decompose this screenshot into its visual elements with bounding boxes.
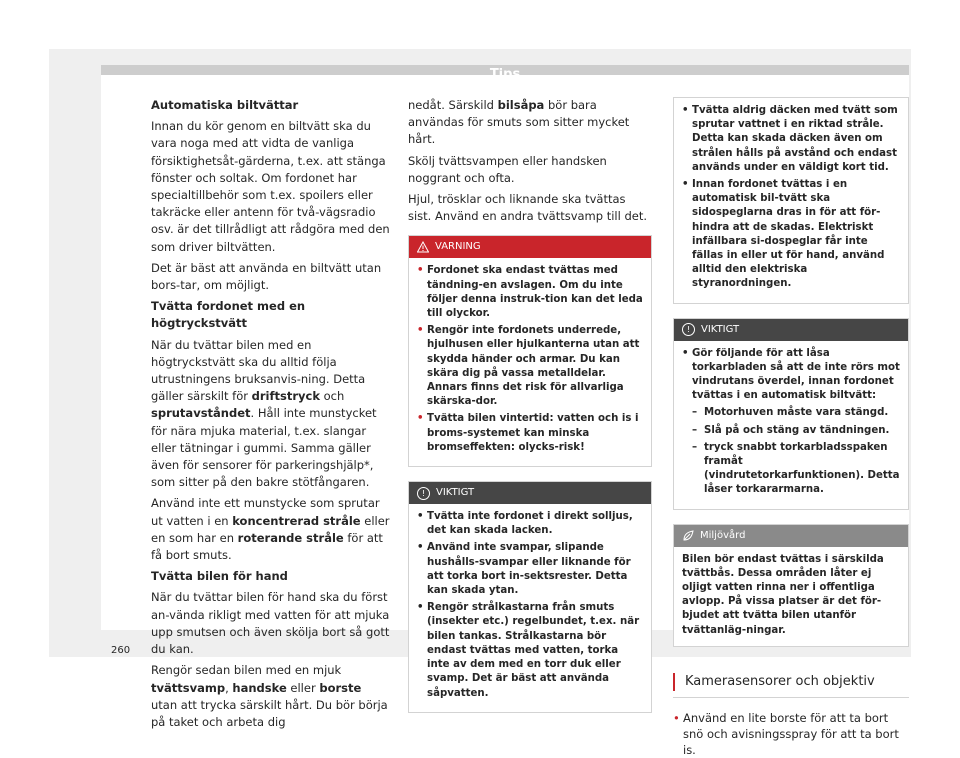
text-segment: nedåt. Särskild [408, 98, 498, 112]
warning-item: • Fordonet ska endast tvättas med tändning-en avslagen. Om du inte följer denna instruk-tion kan det leda till olyckor. [417, 264, 643, 321]
bold-term: tvättsvamp [151, 680, 226, 695]
viktigt-step: – Slå på och stäng av tändningen. [682, 424, 900, 438]
environment-label: Miljövård [700, 529, 746, 541]
warning-item: • Rengör inte fordonets underrede, hjulhusen eller hjulkanterna utan att skydda händer och armar. Du kan skära dig på vassa metalldelar. Annars finns det risk för allvarliga skärska-dor. [417, 324, 643, 409]
text-segment: bör bara användas för smuts som sitter mycket hårt. [408, 98, 630, 147]
text-segment: eller [286, 680, 320, 695]
warning-body [409, 258, 651, 466]
viktigt-item: • Tvätta inte fordonet i direkt solljus, det kan skada lacken. [417, 510, 643, 538]
text-segment: När du tvättar bilen med en högtryckstvätt ska du alltid följa utrustningens bruksanvis-ning. Detta gäller särskilt för [151, 337, 366, 404]
column-middle [408, 97, 652, 713]
text-segment: Rengör sedan bilen med en mjuk [151, 663, 342, 678]
viktigt-label: VIKTIGT [436, 487, 475, 499]
viktigt-step: – Motorhuven måste vara stängd. [682, 406, 900, 420]
text-segment: för att få bort smuts. [151, 530, 383, 563]
viktigt-body [674, 341, 908, 509]
column-left [151, 97, 391, 735]
text-segment: Använd inte ett munstycke som sprutar ut vatten i en [151, 496, 380, 528]
camera-item: • Använd en lite borste för att ta bort snö och avisningsspray för att ta bort is. [673, 710, 909, 758]
section-title-camera: Kamerasensorer och objektiv [673, 673, 909, 691]
warning-box [408, 235, 652, 467]
heading-pressure-washer: Tvätta fordonet med en högtryckstvätt [151, 299, 306, 331]
viktigt-header [674, 319, 908, 341]
bold-term: sprutavståndet [151, 406, 251, 421]
text-segment: eller en som har en [151, 513, 390, 545]
column-right [673, 97, 909, 758]
viktigt-box-middle [408, 481, 652, 713]
paragraph-rinse: Skölj tvättsvampen eller handsken noggrant och ofta. [408, 153, 607, 185]
viktigt-item: • Använd inte svampar, slipande hushålls-svampar eller liknande för att torka bort in-sektsrester. Detta kan skada ytan. [417, 541, 643, 598]
bold-term: koncentrerad stråle [232, 513, 361, 528]
continued-body [674, 98, 908, 303]
continued-item: • Tvätta aldrig däcken med tvätt som sprutar vattnet i en riktad stråle. Detta kan skada däcken även om strålen hålls på avstånd och endast används under en väldigt kort tid. [682, 104, 900, 175]
paragraph-clean-soft [151, 662, 391, 731]
text-segment: utan att trycka särskilt hårt. Du bör börja på taket och arbeta dig [151, 697, 388, 729]
environment-text: Bilen bör endast tvättas i särskilda tvättbås. Dessa områden låter ej oljigt vatten rinna ner i offentliga avlopp. På vissa platser är det för-bjudet att tvätta bilen utanför tvättanläg-ningar. [682, 553, 884, 636]
warning-header [409, 236, 651, 258]
paragraph-soap [408, 97, 652, 149]
bold-term: driftstryck [251, 389, 320, 404]
info-circle-icon: ! [417, 487, 430, 500]
info-circle-icon: ! [682, 323, 695, 336]
viktigt-header [409, 482, 651, 504]
bold-term: handske [232, 680, 287, 695]
viktigt-body [409, 504, 651, 712]
warning-item: • Tvätta bilen vintertid: vatten och is i broms-systemet kan minska bromseffekten: olycks-risk! [417, 412, 643, 455]
continued-box [673, 97, 909, 304]
paragraph-nozzle [151, 495, 391, 564]
warning-triangle-icon [417, 241, 429, 253]
page-frame [49, 49, 911, 757]
bold-term: bilsåpa [497, 98, 545, 112]
text-segment: , [225, 680, 233, 695]
paragraph-wheels: Hjul, trösklar och liknande ska tvättas sist. Använd en andra tvättsvamp till det. [408, 192, 648, 224]
environment-box [673, 524, 909, 647]
viktigt-label: VIKTIGT [701, 323, 740, 335]
paragraph-automatic-carwash: Innan du kör genom en biltvätt ska du vara noga med att vidta de vanliga försiktighetsåt-gärderna, t.ex. att stänga fönster och soltak. Om fordonet har specialtillbehör som t.ex. spoilers eller takräcke eller antenn för två-vägsradio osv. är det tillrådligt att rådgöra med den som driver biltvätten. [151, 119, 390, 254]
heading-hand-wash: Tvätta bilen för hand [151, 569, 288, 584]
warning-label: VARNING [435, 241, 481, 253]
viktigt-item: • Rengör strålkastarna från smuts (insekter etc.) regelbundet, t.ex. när bilen tankas. Strålkastarna bör endast tvättas med vatten, torka inte av dem med en torr duk eller svamp. Det är bäst att använda såpvatten. [417, 601, 643, 700]
bold-term: borste [319, 680, 362, 695]
viktigt-step: – tryck snabbt torkarbladsspaken framåt (vindrutetorkarfunktionen). Detta låser torkararmarna. [682, 441, 900, 498]
text-segment: . Håll inte munstycket för nära mjuka material, t.ex. slangar eller tätningar i gummi. Samma gäller även för sensorer för parkeringshjälp*, som sitter på den bakre stötfångaren. [151, 406, 377, 490]
viktigt-box-right [673, 318, 909, 510]
heading-automatic-carwash: Automatiska biltvättar [151, 98, 299, 112]
continued-item: • Innan fordonet tvättas i en automatisk bil-tvätt ska sidospeglarna dras in för att för-hindra att de skadas. Elektriskt infällbara si-dospeglar får inte fällas in eller ut för hand, använd alltid den elektriska styranordningen. [682, 178, 900, 292]
bold-term: roterande stråle [237, 530, 344, 545]
paragraph-no-brushes: Det är bäst att använda en biltvätt utan bors-tar, om möjligt. [151, 260, 382, 293]
paragraph-pressure-washer [151, 337, 391, 492]
page-content [101, 75, 909, 757]
section-divider [673, 697, 909, 698]
leaf-icon [682, 530, 694, 542]
paragraph-hand-wash: När du tvättar bilen för hand ska du först an-vända rikligt med vatten för att mjuka upp smutsen och även skölja bort så gott du kan. [151, 590, 390, 657]
page-number: 260 [111, 645, 131, 656]
viktigt-intro: • Gör följande för att låsa torkarbladen så att de inte rörs mot vindrutans överdel, innan fordonet tvättas i en automatisk biltvätt: [682, 347, 900, 404]
environment-body [674, 547, 908, 646]
text-segment: och [319, 389, 345, 404]
environment-header [674, 525, 908, 547]
